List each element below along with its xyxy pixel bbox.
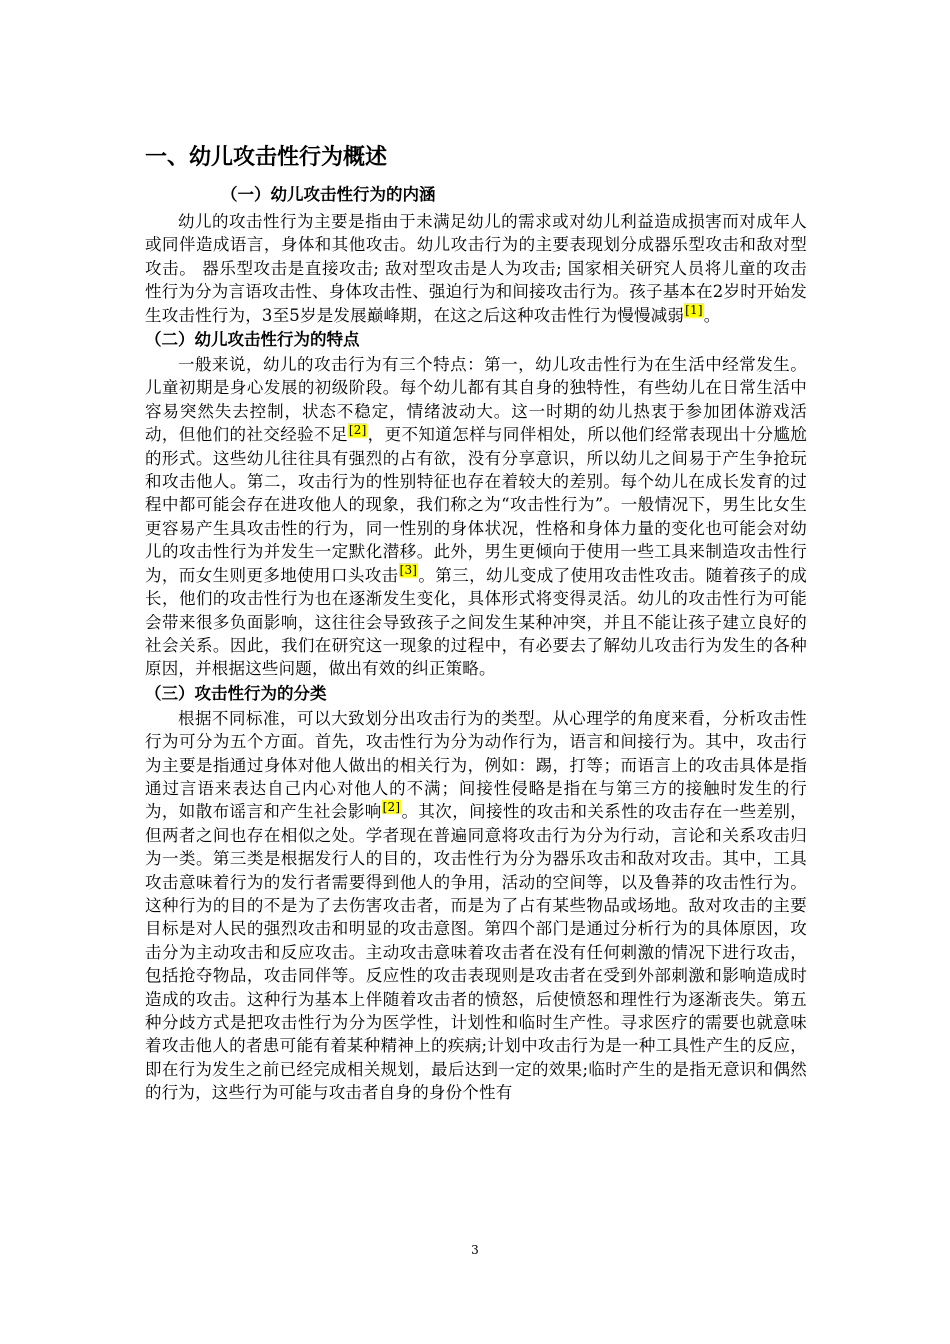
- section-2-title: （二）幼儿攻击性行为的特点: [145, 330, 360, 350]
- section-2-text: 。第三，幼儿变成了使用攻击性攻击。随着孩子的成长，他们的攻击性行为也在逐渐发生变化，具体形式将变得灵活。幼儿的攻击性行为可能会带来很多负面影响，这往往会导致孩子之间发生某种冲突，并且不能让孩子建立良好的社会关系。因此，我们在研究这一现象的过程中，有必要去了解幼儿攻击行为发生的各种原因，并根据这些问题，做出有效的纠正策略。: [145, 565, 807, 679]
- section-1-text: 。: [703, 305, 721, 325]
- page-content: [145, 138, 807, 1105]
- citation-marker[interactable]: [2]: [348, 422, 367, 437]
- section-2-text: 一般来说，幼儿的攻击行为有三个特点：第一，幼儿攻击性行为在生活中经常发生。儿童初期是身心发展的初级阶段。每个幼儿都有其自身的独特性，有些幼儿在日常生活中容易突然失去控制，状态不稳定，情绪波动大。这一时期的幼儿热衷于参加团体游戏活动，但他们的社交经验不足: [145, 355, 807, 445]
- section-1-text: 幼儿的攻击性行为主要是指由于未满足幼儿的需求或对幼儿利益造成损害而对成年人或同伴造成语言，身体和其他攻击。幼儿攻击行为的主要表现划分成器乐型攻击和敌对型攻击。 器乐型攻击是直接攻击; 敌对型攻击是人为攻击; 国家相关研究人员将儿童的攻击性行为分为言语攻击性、身体攻击性、强迫行为和间接攻击行为。孩子基本在2岁时开始发生攻击性行为，3至5岁是发展巅峰期，在这之后这种攻击性行为慢慢减弱: [145, 212, 807, 325]
- section-1-paragraph: [145, 210, 807, 327]
- section-3-text: 。其次，间接性的攻击和关系性的攻击存在一些差别，但两者之间也存在相似之处。学者现在普遍同意将攻击行为分为行动，言论和关系攻击归为一类。第三类是根据发行人的目的，攻击性行为分为器乐攻击和敌对攻击。其中，工具攻击意味着行为的发行者需要得到他人的争用，活动的空间等，以及鲁莽的攻击性行为。这种行为的目的不是为了去伤害攻击者，而是为了占有某些物品或场地。敌对攻击的主要目标是对人民的强烈攻击和明显的攻击意图。第四个部门是通过分析行为的具体原因，攻击分为主动攻击和反应攻击。主动攻击意味着攻击者在没有任何刺激的情况下进行攻击，包括抢夺物品，攻击同伴等。反应性的攻击表现则是攻击者在受到外部刺激和影响造成时造成的攻击。这种行为基本上伴随着攻击者的愤怒，后使愤怒和理性行为逐渐丧失。第五种分歧方式是把攻击性行为分为医学性，计划性和临时生产性。寻求医疗的需要也就意味着攻击他人的者患可能有着某种精神上的疾病;计划中攻击行为是一种工具性产生的反应，即在行为发生之前已经完成相关规划，最后达到一定的效果;临时产生的是指无意识和偶然的行为，这些行为可能与攻击者自身的身份个性有: [145, 802, 807, 1103]
- citation-marker[interactable]: [2]: [382, 799, 401, 814]
- citation-marker[interactable]: [1]: [685, 303, 703, 318]
- section-2-text: ，更不知道怎样与同伴相处，所以他们经常表现出十分尴尬的形式。这些幼儿往往具有强烈的占有欲，没有分享意识，所以幼儿之间易于产生争抢玩和攻击他人。第二，攻击行为的性别特征也存在着较大的差别。每个幼儿在成长发育的过程中都可能会存在进攻他人的现象，我们称之为“攻击性行为”。一般情况下，男生比女生更容易产生具攻击性的行为，同一性别的身体状况，性格和身体力量的变化也可能会对幼儿的攻击性行为并发生一定默化潜移。此外，男生更倾向于使用一些工具来制造攻击性行为，而女生则更多地使用口头攻击: [145, 425, 807, 585]
- page-number: 3: [471, 1243, 479, 1257]
- section-3-text: 根据不同标准，可以大致划分出攻击行为的类型。从心理学的角度来看，分析攻击性行为可分为五个方面。首先，攻击性行为分为动作行为，语言和间接行为。其中，攻击行为主要是指通过身体对他人做出的相关行为，例如：踢，打等；而语言上的攻击具体是指通过言语来表达自己内心对他人的不满；间接性侵略是指在与第三方的接触时发生的行为，如散布谣言和产生社会影响: [145, 708, 807, 822]
- section-3-paragraph: [145, 707, 807, 1105]
- chapter-heading: 一、幼儿攻击性行为概述: [145, 145, 388, 170]
- section-1-title: （一）幼儿攻击性行为的内涵: [221, 185, 436, 204]
- citation-marker[interactable]: [3]: [399, 563, 418, 578]
- section-3-title: （三）攻击性行为的分类: [145, 683, 327, 703]
- section-2-paragraph: [145, 353, 807, 681]
